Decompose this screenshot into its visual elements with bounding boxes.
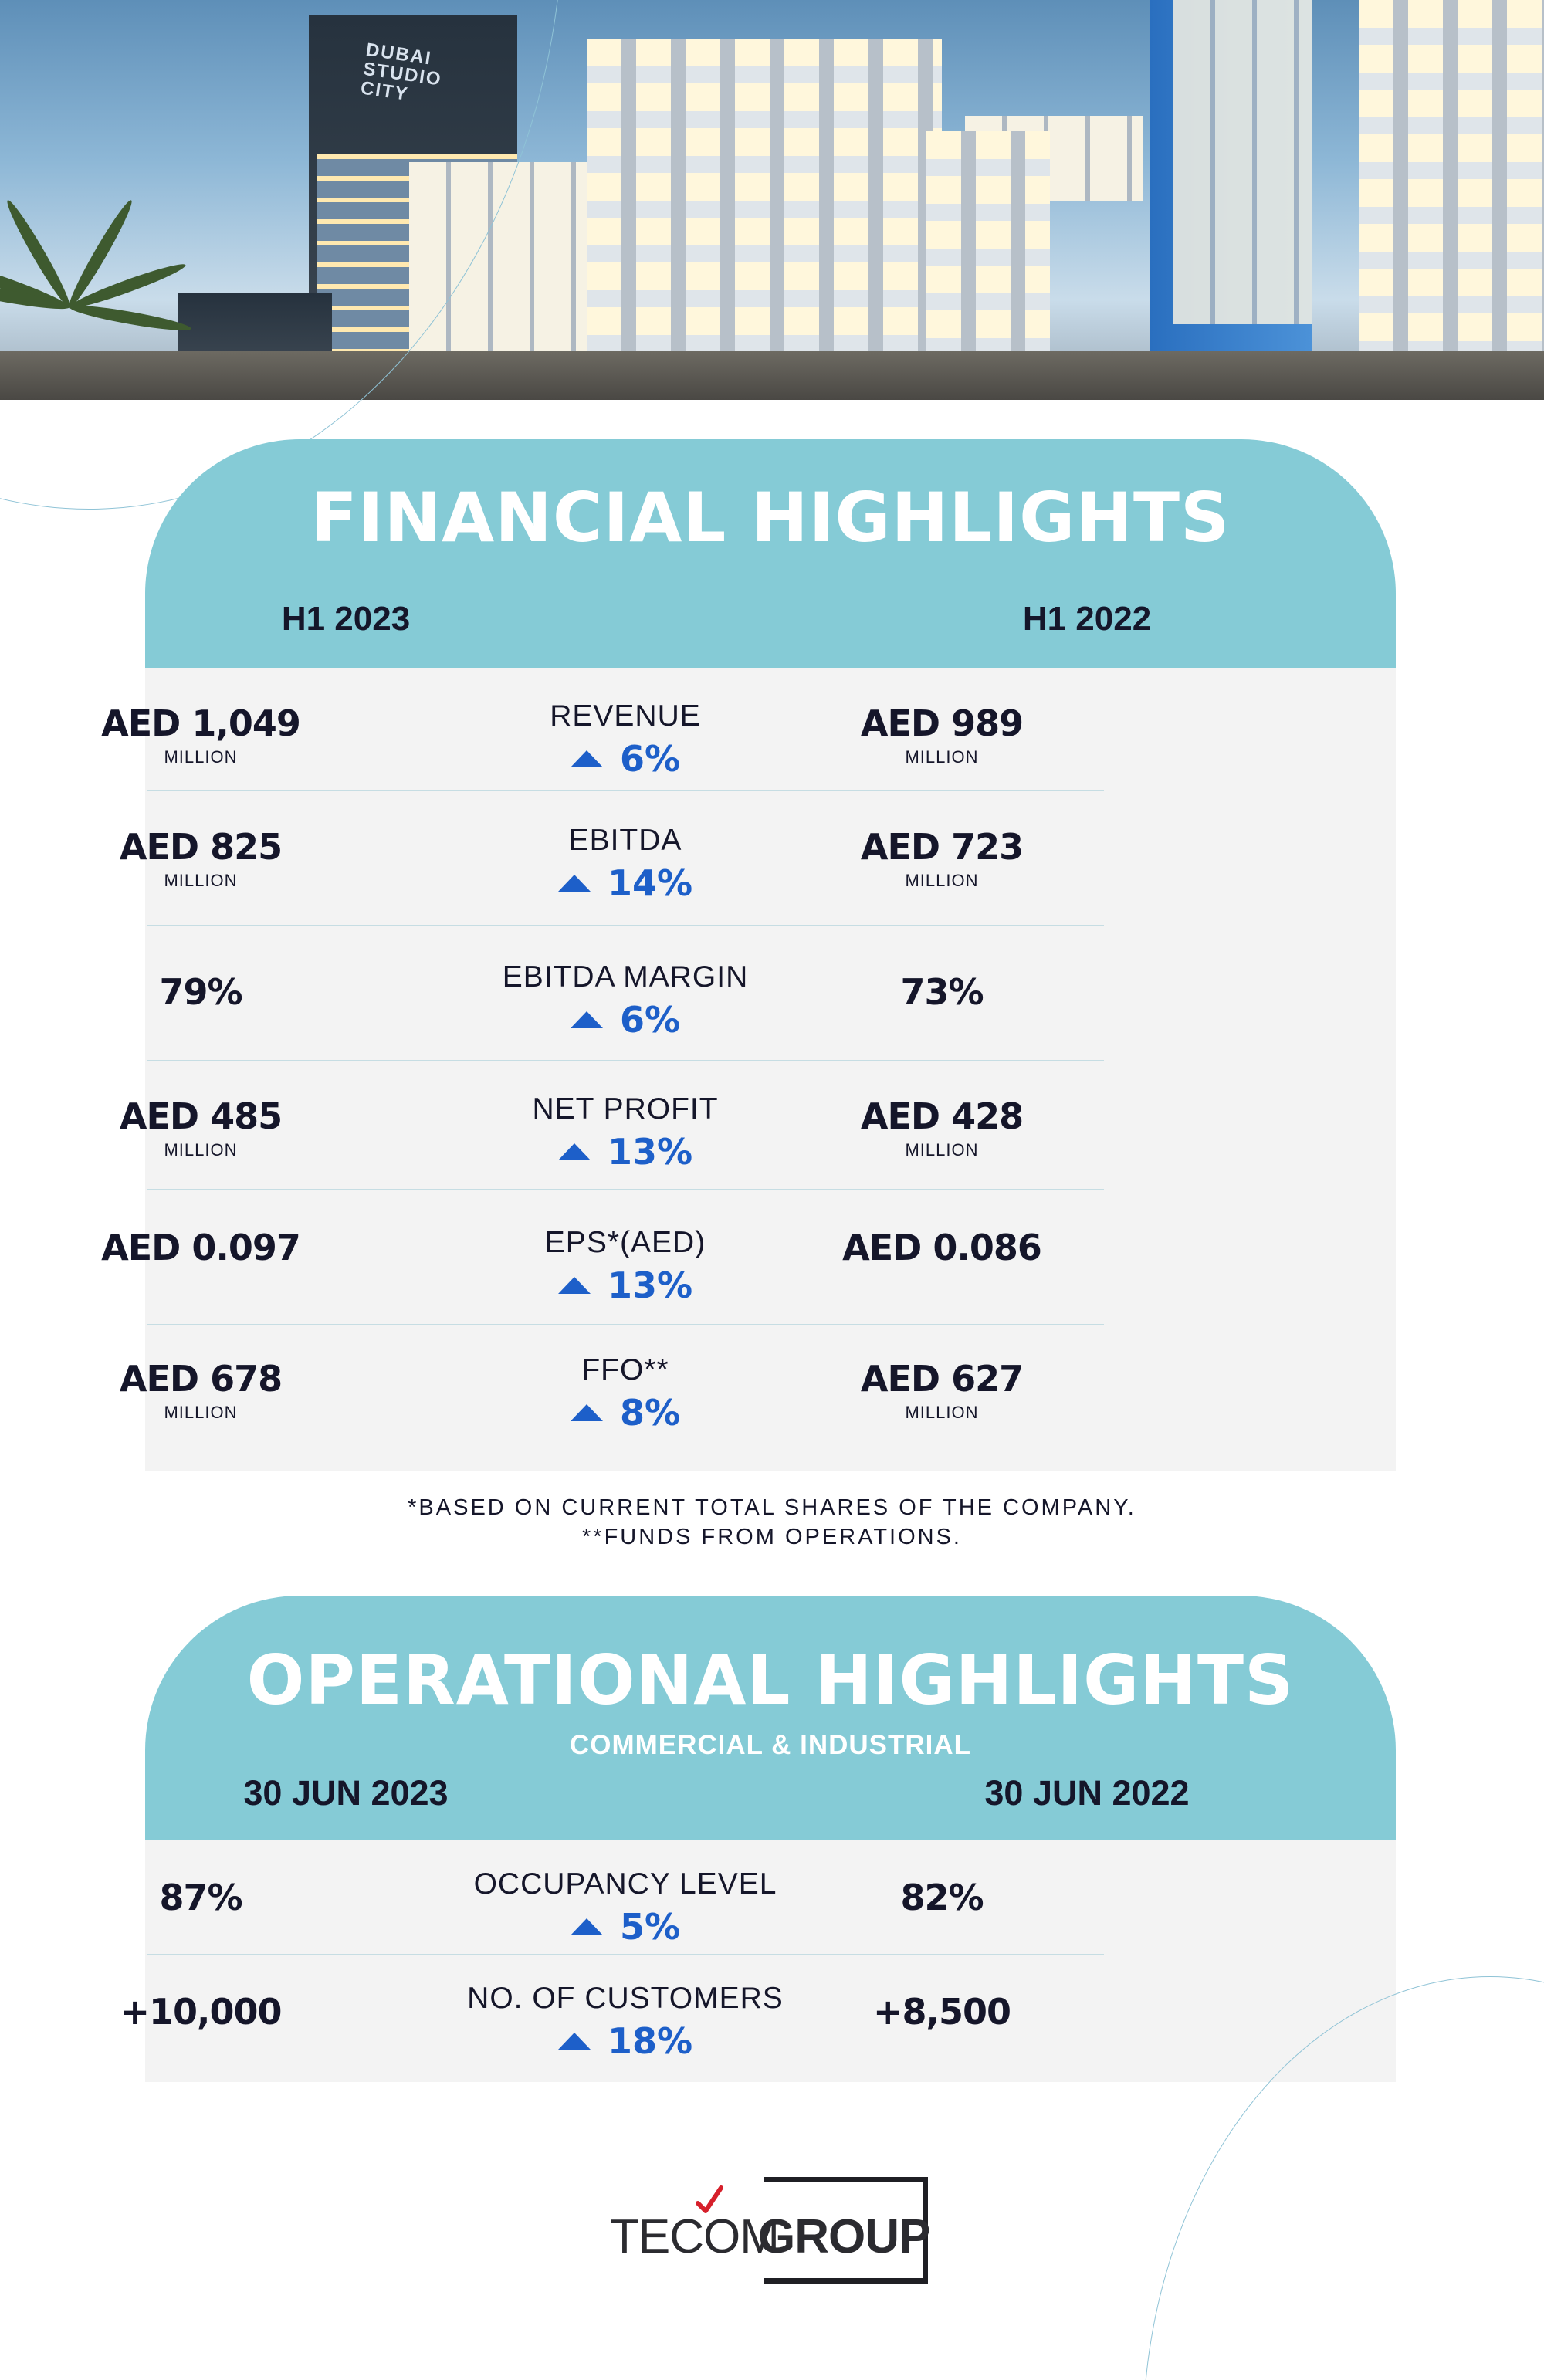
metric-label: NO. OF CUSTOMERS: [467, 1982, 784, 2015]
previous-value: [741, 1095, 1143, 1160]
hero-building: [587, 39, 942, 355]
up-triangle-icon: [571, 750, 603, 767]
table-row: [101, 681, 1104, 791]
current-value: [0, 1227, 401, 1268]
previous-value: [741, 1877, 1143, 1918]
change-percent: 14%: [607, 862, 693, 904]
current-amount: AED 1,049: [101, 702, 300, 744]
current-value: [0, 1358, 401, 1423]
operational-title: OPERATIONAL HIGHLIGHTS: [246, 1640, 1295, 1720]
previous-value: [741, 1991, 1143, 2033]
current-amount: 79%: [159, 971, 242, 1013]
table-row: [147, 1840, 1104, 1955]
current-unit: MILLION: [164, 1140, 238, 1160]
col-label-previous: 30 JUN 2022: [984, 1773, 1190, 1813]
financial-title: FINANCIAL HIGHLIGHTS: [310, 478, 1231, 557]
previous-unit: MILLION: [905, 871, 979, 890]
operational-header: [145, 1596, 1396, 1840]
up-triangle-icon: [571, 1011, 603, 1028]
table-row: [120, 1955, 1104, 2082]
tecom-group-logo: [610, 2177, 934, 2285]
change-indicator: [558, 862, 692, 904]
previous-value: [741, 702, 1143, 767]
table-row: [101, 1190, 1104, 1325]
change-indicator: [571, 1906, 680, 1948]
col-label-current: 30 JUN 2023: [243, 1773, 449, 1813]
current-value: [0, 1095, 401, 1160]
current-value: [0, 971, 401, 1013]
current-amount: AED 485: [119, 1095, 283, 1137]
up-triangle-icon: [558, 1143, 591, 1160]
change-percent: 13%: [607, 1131, 693, 1173]
current-amount: AED 0.097: [101, 1227, 300, 1268]
previous-amount: 73%: [900, 971, 984, 1013]
table-row: [147, 926, 1104, 1061]
up-triangle-icon: [558, 875, 591, 892]
change-indicator: [558, 1264, 692, 1306]
previous-unit: MILLION: [905, 1403, 979, 1422]
footnote-ffo: **FUNDS FROM OPERATIONS.: [582, 1525, 962, 1549]
change-percent: 8%: [619, 1392, 681, 1434]
hero-building: [1173, 0, 1312, 324]
metric-label: REVENUE: [550, 699, 701, 733]
metric-label: EBITDA: [568, 824, 682, 857]
previous-unit: MILLION: [905, 747, 979, 767]
change-percent: 13%: [607, 1264, 693, 1306]
financial-header: [145, 439, 1396, 668]
logo-text-tecom: TECOM: [610, 2210, 779, 2263]
current-value: [0, 826, 401, 891]
hero-sign-text: DUBAI STUDIO CITY: [359, 39, 444, 105]
previous-amount: AED 0.086: [842, 1227, 1041, 1268]
change-percent: 18%: [607, 2020, 693, 2062]
up-triangle-icon: [571, 1404, 603, 1421]
metric-label: EPS*(AED): [544, 1226, 706, 1259]
metric-label: FFO**: [581, 1353, 669, 1386]
previous-value: [741, 1358, 1143, 1423]
metric-label: OCCUPANCY LEVEL: [473, 1867, 777, 1901]
current-unit: MILLION: [164, 871, 238, 890]
current-value: [0, 702, 401, 767]
footnote-eps: *BASED ON CURRENT TOTAL SHARES OF THE COMPANY.: [408, 1495, 1136, 1520]
previous-amount: AED 428: [860, 1095, 1024, 1137]
table-row: [119, 791, 1104, 926]
previous-amount: AED 989: [860, 702, 1024, 744]
previous-amount: AED 627: [860, 1358, 1024, 1400]
change-indicator: [558, 1131, 692, 1173]
up-triangle-icon: [558, 2033, 591, 2050]
previous-amount: +8,500: [872, 1991, 1011, 2033]
previous-amount: 82%: [900, 1877, 984, 1918]
hero-building: [926, 131, 1050, 355]
table-row: [119, 1325, 1104, 1461]
current-amount: 87%: [159, 1877, 242, 1918]
logo-text-group: GROUP: [758, 2210, 930, 2263]
up-triangle-icon: [558, 1277, 591, 1294]
change-indicator: [571, 1392, 680, 1434]
previous-unit: MILLION: [905, 1140, 979, 1160]
previous-amount: AED 723: [860, 826, 1024, 868]
change-indicator: [571, 738, 680, 780]
col-label-previous: H1 2022: [1022, 600, 1152, 638]
previous-value: [741, 971, 1143, 1013]
metric-label: NET PROFIT: [532, 1092, 719, 1126]
current-amount: AED 825: [119, 826, 283, 868]
up-triangle-icon: [571, 1918, 603, 1935]
change-percent: 6%: [619, 738, 681, 780]
current-value: [0, 1991, 401, 2033]
hero-building: [1359, 0, 1544, 355]
col-label-current: H1 2023: [281, 600, 411, 638]
change-indicator: [571, 999, 680, 1041]
current-amount: AED 678: [119, 1358, 283, 1400]
current-unit: MILLION: [164, 1403, 238, 1422]
previous-value: [741, 826, 1143, 891]
operational-subtitle: COMMERCIAL & INDUSTRIAL: [569, 1730, 972, 1760]
change-percent: 5%: [619, 1906, 681, 1948]
metric-label: EBITDA MARGIN: [502, 960, 749, 994]
current-value: [0, 1877, 401, 1918]
change-percent: 6%: [619, 999, 681, 1041]
current-unit: MILLION: [164, 747, 238, 767]
previous-value: [741, 1227, 1143, 1268]
table-row: [119, 1061, 1104, 1190]
change-indicator: [558, 2020, 692, 2062]
current-amount: +10,000: [120, 1991, 282, 2033]
